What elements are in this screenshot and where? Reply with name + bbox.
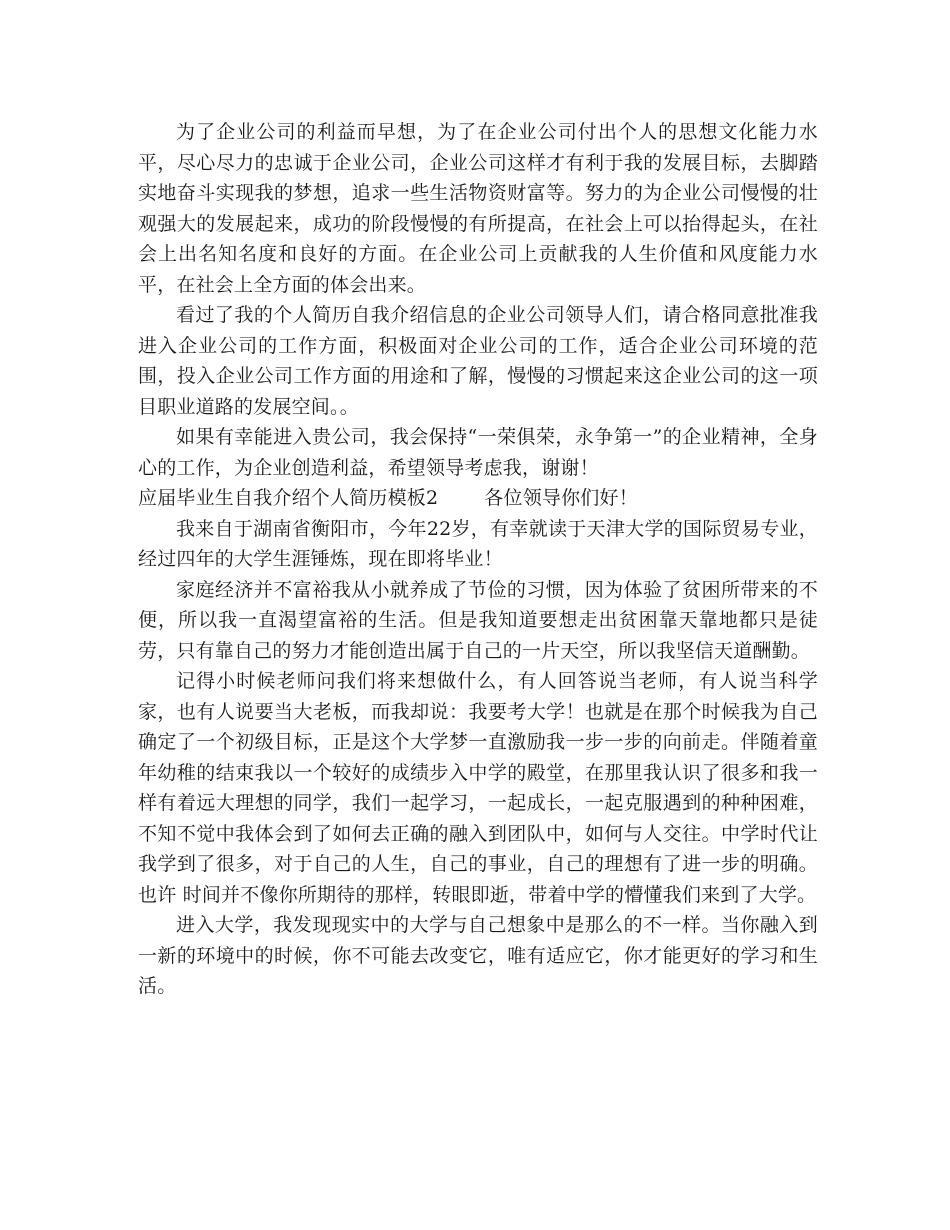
document-body xyxy=(138,117,818,1002)
paragraph-family-background: 家庭经济并不富裕我从小就养成了节俭的习惯，因为体验了贫困所带来的不便，所以我一直渴望富裕的生活。但是我知道要想走出贫困靠天靠地都只是徒劳，只有靠自己的努力才能创造出属于自己的一片天空，所以我坚信天道酬勤。 xyxy=(138,578,818,662)
paragraph-childhood-goal: 记得小时候老师问我们将来想做什么，有人回答说当老师，有人说当科学家，也有人说要当大老板，而我却说：我要考大学！也就是在那个时候我为自己确定了一个初级目标，正是这个大学梦一直激励我一步一步的向前走。伴随着童年幼稚的结束我以一个较好的成绩步入中学的殿堂，在那里我认识了很多和我一样有着远大理想的同学，我们一起学习，一起成长，一起克服遇到的种种困难，不知不觉中我体会到了如何去正确的融入到团队中，如何与人交往。中学时代让我学到了很多，对于自己的人生，自己的事业，自己的理想有了进一步的明确。也许 时间并不像你所期待的那样，转眼即逝，带着中学的懵懂我们来到了大学。 xyxy=(138,670,818,906)
paragraph-introduction: 我来自于湖南省衡阳市，今年22岁，有幸就读于天津大学的国际贸易专业，经过四年的大学生涯锤炼，现在即将毕业！ xyxy=(138,517,818,570)
greeting: 各位领导你们好！ xyxy=(484,487,638,509)
template-title: 应届毕业生自我介绍个人简历模板2 xyxy=(138,487,439,509)
paragraph-closing-thanks: 如果有幸能进入贵公司，我会保持“一荣俱荣，永争第一”的企业精神，全身心的工作，为企业创造利益，希望领导考虑我，谢谢！ xyxy=(138,426,818,479)
template-heading-line xyxy=(138,483,818,514)
paragraph-entering-university: 进入大学，我发现现实中的大学与自己想象中是那么的不一样。当你融入到一新的环境中的时候，你不可能去改变它，唯有适应它，你才能更好的学习和生活。 xyxy=(138,914,818,997)
paragraph-leaders-request: 看过了我的个人简历自我介绍信息的企业公司领导人们，请合格同意批准我进入企业公司的工作方面，积极面对企业公司的工作，适合企业公司环境的范围，投入企业公司工作方面的用途和了解，慢慢的习惯起来这企业公司的这一项目职业道路的发展空间。。 xyxy=(138,304,818,418)
paragraph-company-benefit: 为了企业公司的利益而早想，为了在企业公司付出个人的思想文化能力水平，尽心尽力的忠诚于企业公司，企业公司这样才有利于我的发展目标，去脚踏实地奋斗实现我的梦想，追求一些生活物资财富等。努力的为企业公司慢慢的壮观强大的发展起来，成功的阶段慢慢的有所提高，在社会上可以抬得起头，在社会上出名知名度和良好的方面。在企业公司上贡献我的人生价值和风度能力水平，在社会上全方面的体会出来。 xyxy=(138,121,818,296)
